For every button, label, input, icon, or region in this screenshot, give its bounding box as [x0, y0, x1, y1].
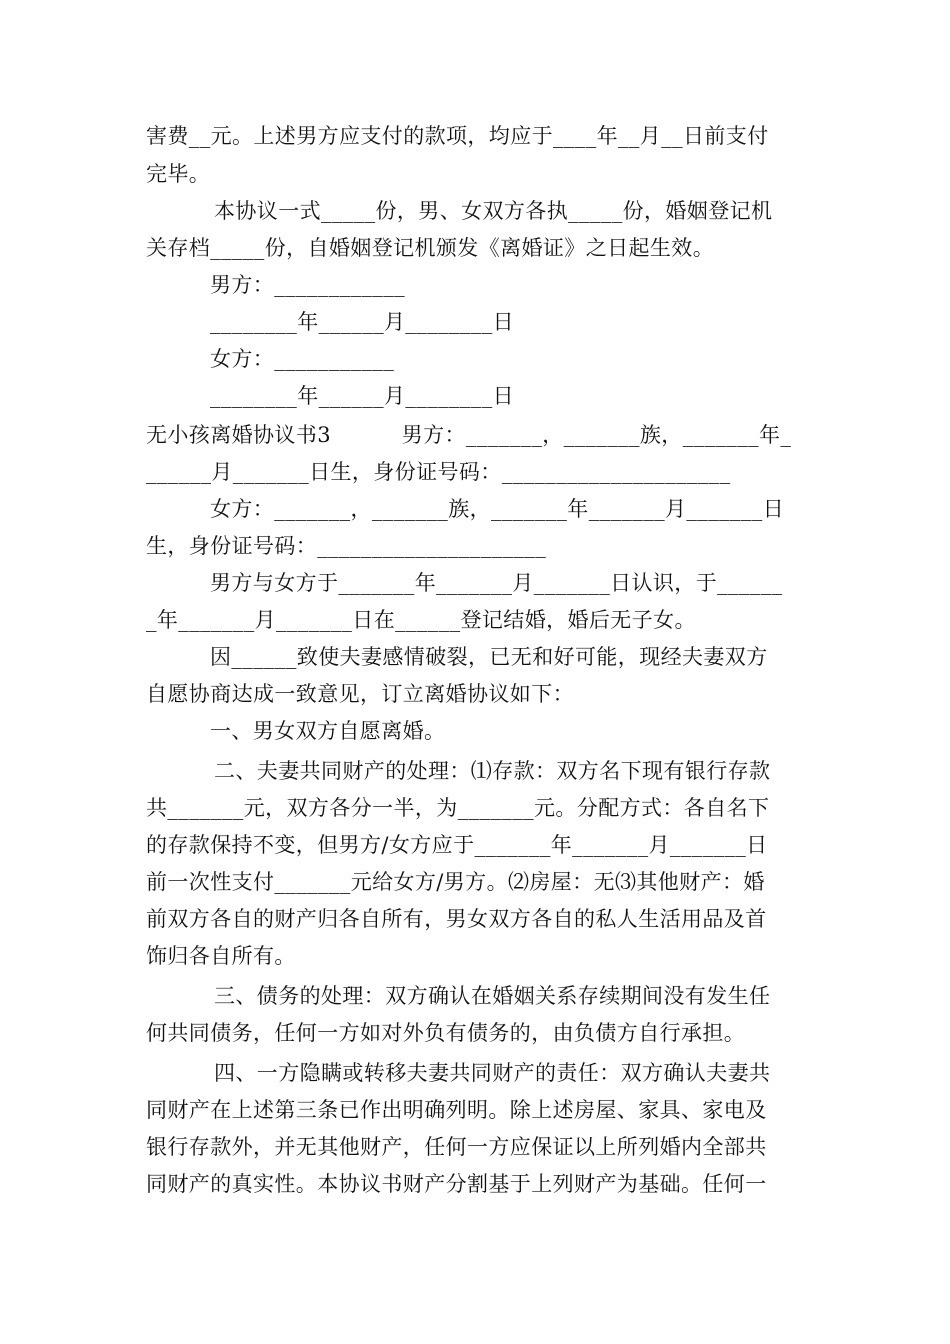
- text-line: 女方：_______，_______族，_______年_______月_______日: [210, 497, 785, 521]
- clause-heading: 一、男女双方自愿离婚。: [210, 719, 446, 743]
- text-line: 同财产在上述第三条已作出明确列明。除上述房屋、家具、家电及: [146, 1098, 767, 1122]
- text-line: ______月_______日生，身份证号码：_____________________: [146, 460, 731, 484]
- clause-heading: 四、一方隐瞒或转移夫妻共同财产的责任：双方确认夫妻共: [214, 1061, 771, 1085]
- text-line: 前双方各自的财产归各自所有，男女双方各自的私人生活用品及首: [146, 907, 767, 931]
- text-line: ________年______月________日: [210, 384, 514, 408]
- text-line: _年_______月_______日在______登记结婚，婚后无子女。: [146, 608, 696, 632]
- text-line: 女方：___________: [210, 347, 395, 371]
- text-line: 男方与女方于_______年_______月_______日认识，于______: [210, 571, 783, 595]
- text-line: 同财产的真实性。本协议书财产分割基于上列财产为基础。任何一: [146, 1172, 767, 1196]
- text-line: 本协议一式_____份，男、女双方各执_____份，婚姻登记机: [214, 199, 773, 223]
- text-line: 因______致使夫妻感情破裂，已无和好可能，现经夫妻双方: [210, 645, 768, 669]
- text-line: 前一次性支付_______元给女方/男方。⑵房屋：无⑶其他财产：婚: [146, 870, 765, 894]
- text-line: 的存款保持不变，但男方/女方应于_______年_______月_______日: [146, 833, 768, 857]
- text-line: 共_______元，双方各分一半，为_______元。分配方式：各自名下: [146, 796, 770, 820]
- text-line: 完毕。: [146, 162, 211, 186]
- text-line: 银行存款外，并无其他财产，任何一方应保证以上所列婚内全部共: [146, 1135, 767, 1159]
- clause-heading: 三、债务的处理：双方确认在婚姻关系存续期间没有发生任: [214, 984, 771, 1008]
- text-line: 自愿协商达成一致意见，订立离婚协议如下：: [146, 682, 574, 706]
- text-line: ________年______月________日: [210, 310, 514, 334]
- text-line: 何共同债务，任何一方如对外负有债务的，由负债方自行承担。: [146, 1021, 746, 1045]
- text-line: 男方：____________: [210, 273, 405, 297]
- section-heading-line: 无小孩离婚协议书3 男方：_______，_______族，_______年_: [146, 423, 792, 447]
- text-line: 关存档_____份，自婚姻登记机颁发《离婚证》之日起生效。: [146, 236, 715, 260]
- text-line: 生，身份证号码：_____________________: [146, 534, 547, 558]
- text-line: 害费__元。上述男方应支付的款项，均应于____年__月__日前支付: [146, 124, 769, 148]
- text-line: 饰归各自所有。: [146, 944, 296, 968]
- clause-heading: 二、夫妻共同财产的处理：⑴存款：双方名下现有银行存款: [214, 759, 771, 783]
